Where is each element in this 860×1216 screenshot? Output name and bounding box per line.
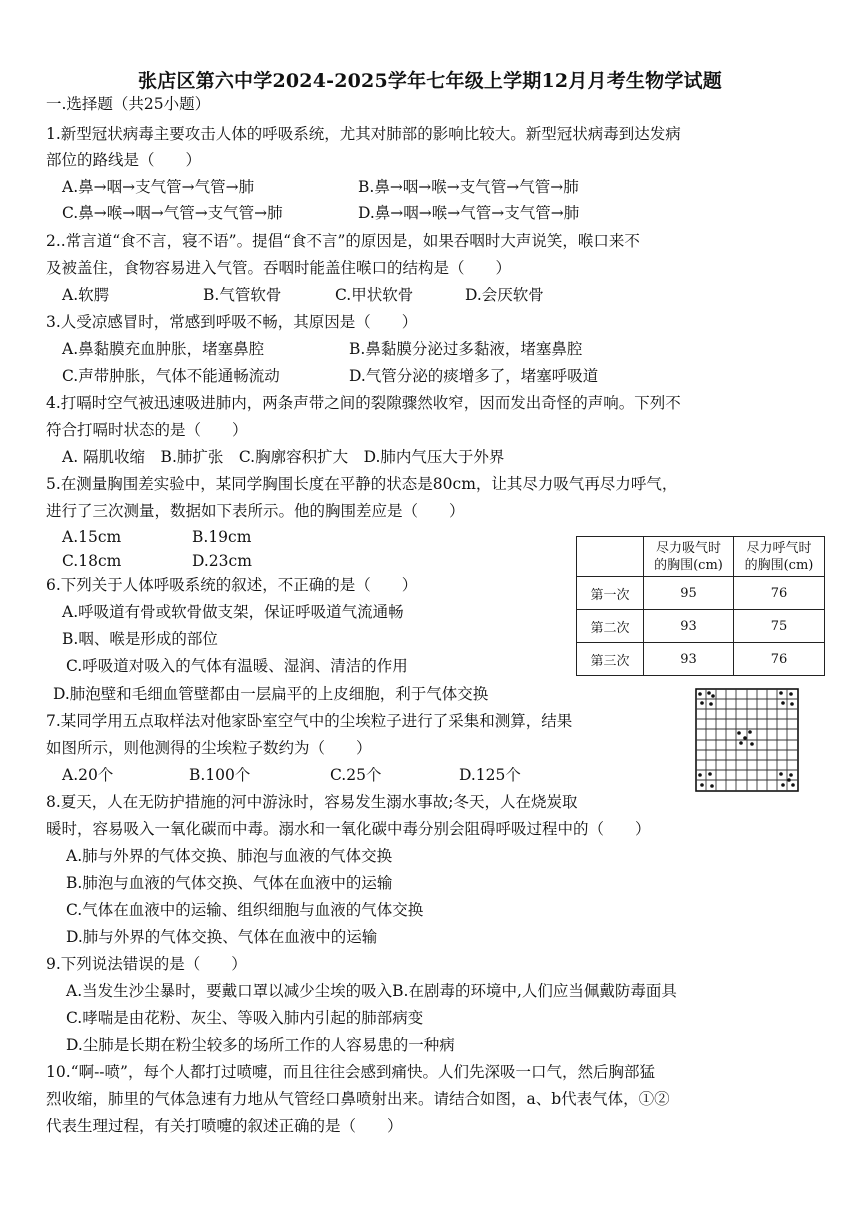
q9-option-d: D.尘肺是长期在粉尘较多的场所工作的人容易患的一种病 (66, 1036, 455, 1054)
q2-option-b: B.气管软骨 (203, 286, 282, 304)
q8-stem-line1: 8.夏天，人在无防护措施的河中游泳时，容易发生溺水事故;冬天，人在烧炭取 (46, 793, 578, 811)
table-row (577, 577, 825, 610)
table-header-exhale-line1: 尽力呼气时 (746, 540, 812, 556)
q6-option-c: C.呼吸道对吸入的气体有温暖、湿润、清洁的作用 (66, 657, 408, 675)
q4-stem-line2: 符合打嗝时状态的是（ ） (46, 421, 248, 439)
q2-option-d: D.会厌软骨 (465, 286, 544, 304)
q2-option-c: C.甲状软骨 (335, 286, 414, 304)
q7-stem-line1: 7.某同学用五点取样法对他家卧室空气中的尘埃粒子进行了采集和测算，结果 (46, 712, 573, 730)
table-header-empty (577, 537, 644, 577)
table-cell: 第二次 (577, 610, 644, 643)
q3-option-b: B.鼻黏膜分泌过多黏液，堵塞鼻腔 (349, 340, 583, 358)
q4-options: A. 隔肌收缩 B.肺扩张 C.胸廓容积扩大 D.肺内气压大于外界 (62, 448, 505, 466)
q7-stem-line2: 如图所示，则他测得的尘埃粒子数约为（ ） (46, 739, 372, 757)
q5-stem-line2: 进行了三次测量，数据如下表所示。他的胸围差应是（ ） (46, 502, 465, 520)
table-header-row (577, 537, 825, 577)
q5-option-b: B.19cm (192, 528, 252, 546)
table-header-inhale-line1: 尽力吸气时 (655, 540, 721, 556)
table-cell: 第一次 (577, 577, 644, 610)
q4-stem-line1: 4.打嗝时空气被迅速吸进肺内，两条声带之间的裂隙骤然收窄，因而发出奇怪的声响。下列不 (46, 394, 681, 412)
q1-option-c: C.鼻→喉→咽→气管→支气管→肺 (62, 204, 283, 222)
q7-option-c: C.25个 (330, 766, 382, 784)
table-cell: 76 (734, 643, 825, 676)
q9-option-ab: A.当发生沙尘暴时，要戴口罩以减少尘埃的吸入B.在剧毒的环境中,人们应当佩戴防毒面具 (66, 982, 677, 1000)
table-cell: 93 (644, 643, 734, 676)
q1-option-b: B.鼻→咽→喉→支气管→气管→肺 (358, 178, 579, 196)
q1-stem-line2: 部位的路线是（ ） (46, 151, 202, 169)
table-cell: 75 (734, 610, 825, 643)
q9-stem: 9.下列说法错误的是（ ） (46, 955, 247, 973)
q8-option-b: B.肺泡与血液的气体交换、气体在血液中的运输 (66, 874, 393, 892)
q10-stem-line1: 10.“啊--喷”，每个人都打过喷嚏，而且往往会感到痛快。人们先深吸一口气，然后胸部猛 (46, 1063, 655, 1081)
table-header-inhale (644, 537, 734, 577)
q8-option-c: C.气体在血液中的运输、组织细胞与血液的气体交换 (66, 901, 424, 919)
q7-option-b: B.100个 (189, 766, 251, 784)
q6-option-b: B.咽、喉是形成的部位 (62, 630, 218, 648)
q1-stem-line1: 1.新型冠状病毒主要攻击人体的呼吸系统，尤其对肺部的影响比较大。新型冠状病毒到达发病 (46, 125, 681, 143)
q9-option-c: C.哮喘是由花粉、灰尘、等吸入肺内引起的肺部病变 (66, 1009, 424, 1027)
q10-stem-line3: 代表生理过程，有关打喷嚏的叙述正确的是（ ） (46, 1117, 403, 1135)
q2-stem-line2: 及被盖住，食物容易进入气管。吞咽时能盖住喉口的结构是（ ） (46, 259, 512, 277)
dust-sampling-grid-figure (695, 688, 799, 792)
table-row (577, 643, 825, 676)
q7-option-d: D.125个 (459, 766, 521, 784)
q5-option-c: C.18cm (62, 552, 122, 570)
q8-option-a: A.肺与外界的气体交换、肺泡与血液的气体交换 (66, 847, 393, 865)
table-header-exhale (734, 537, 825, 577)
q2-option-a: A.软腭 (62, 286, 110, 304)
q8-option-d: D.肺与外界的气体交换、气体在血液中的运输 (66, 928, 378, 946)
q3-stem: 3.人受凉感冒时，常感到呼吸不畅，其原因是（ ） (46, 313, 418, 331)
chest-measurement-table (576, 536, 825, 676)
table-header-exhale-line2: 的胸围(cm) (744, 557, 814, 573)
q10-stem-line2: 烈收缩，肺里的气体急速有力地从气管经口鼻喷射出来。请结合如图，a、b代表气体，①② (46, 1090, 670, 1108)
q1-option-a: A.鼻→咽→支气管→气管→肺 (62, 178, 255, 196)
q3-option-c: C.声带肿胀，气体不能通畅流动 (62, 367, 280, 385)
q6-option-d: D.肺泡壁和毛细血管壁都由一层扁平的上皮细胞，利于气体交换 (53, 685, 489, 703)
table-row (577, 610, 825, 643)
q6-stem: 6.下列关于人体呼吸系统的叙述，不正确的是（ ） (46, 576, 418, 594)
table-header-inhale-line2: 的胸围(cm) (654, 557, 723, 573)
q7-option-a: A.20个 (62, 766, 114, 784)
q2-stem-line1: 2..常言道“食不言，寝不语”。提倡“食不言”的原因是，如果吞咽时大声说笑，喉口来不 (46, 232, 640, 250)
section-heading: 一.选择题（共25小题） (46, 95, 211, 113)
table-cell: 93 (644, 610, 734, 643)
q3-option-a: A.鼻黏膜充血肿胀，堵塞鼻腔 (62, 340, 265, 358)
table-cell: 第三次 (577, 643, 644, 676)
q1-option-d: D.鼻→咽→喉→气管→支气管→肺 (358, 204, 580, 222)
table-cell: 95 (644, 577, 734, 610)
q8-stem-line2: 暖时，容易吸入一氧化碳而中毒。溺水和一氧化碳中毒分别会阻碍呼吸过程中的（ ） (46, 820, 651, 838)
q5-option-a: A.15cm (62, 528, 122, 546)
q5-option-d: D.23cm (192, 552, 252, 570)
q5-stem-line1: 5.在测量胸围差实验中，某同学胸围长度在平静的状态是80cm，让其尽力吸气再尽力呼气， (46, 475, 678, 493)
q6-option-a: A.呼吸道有骨或软骨做支架，保证呼吸道气流通畅 (62, 603, 404, 621)
exam-title: 张店区第六中学2024-2025学年七年级上学期12月月考生物学试题 (138, 70, 722, 92)
table-cell: 76 (734, 577, 825, 610)
q3-option-d: D.气管分泌的痰增多了，堵塞呼吸道 (349, 367, 599, 385)
